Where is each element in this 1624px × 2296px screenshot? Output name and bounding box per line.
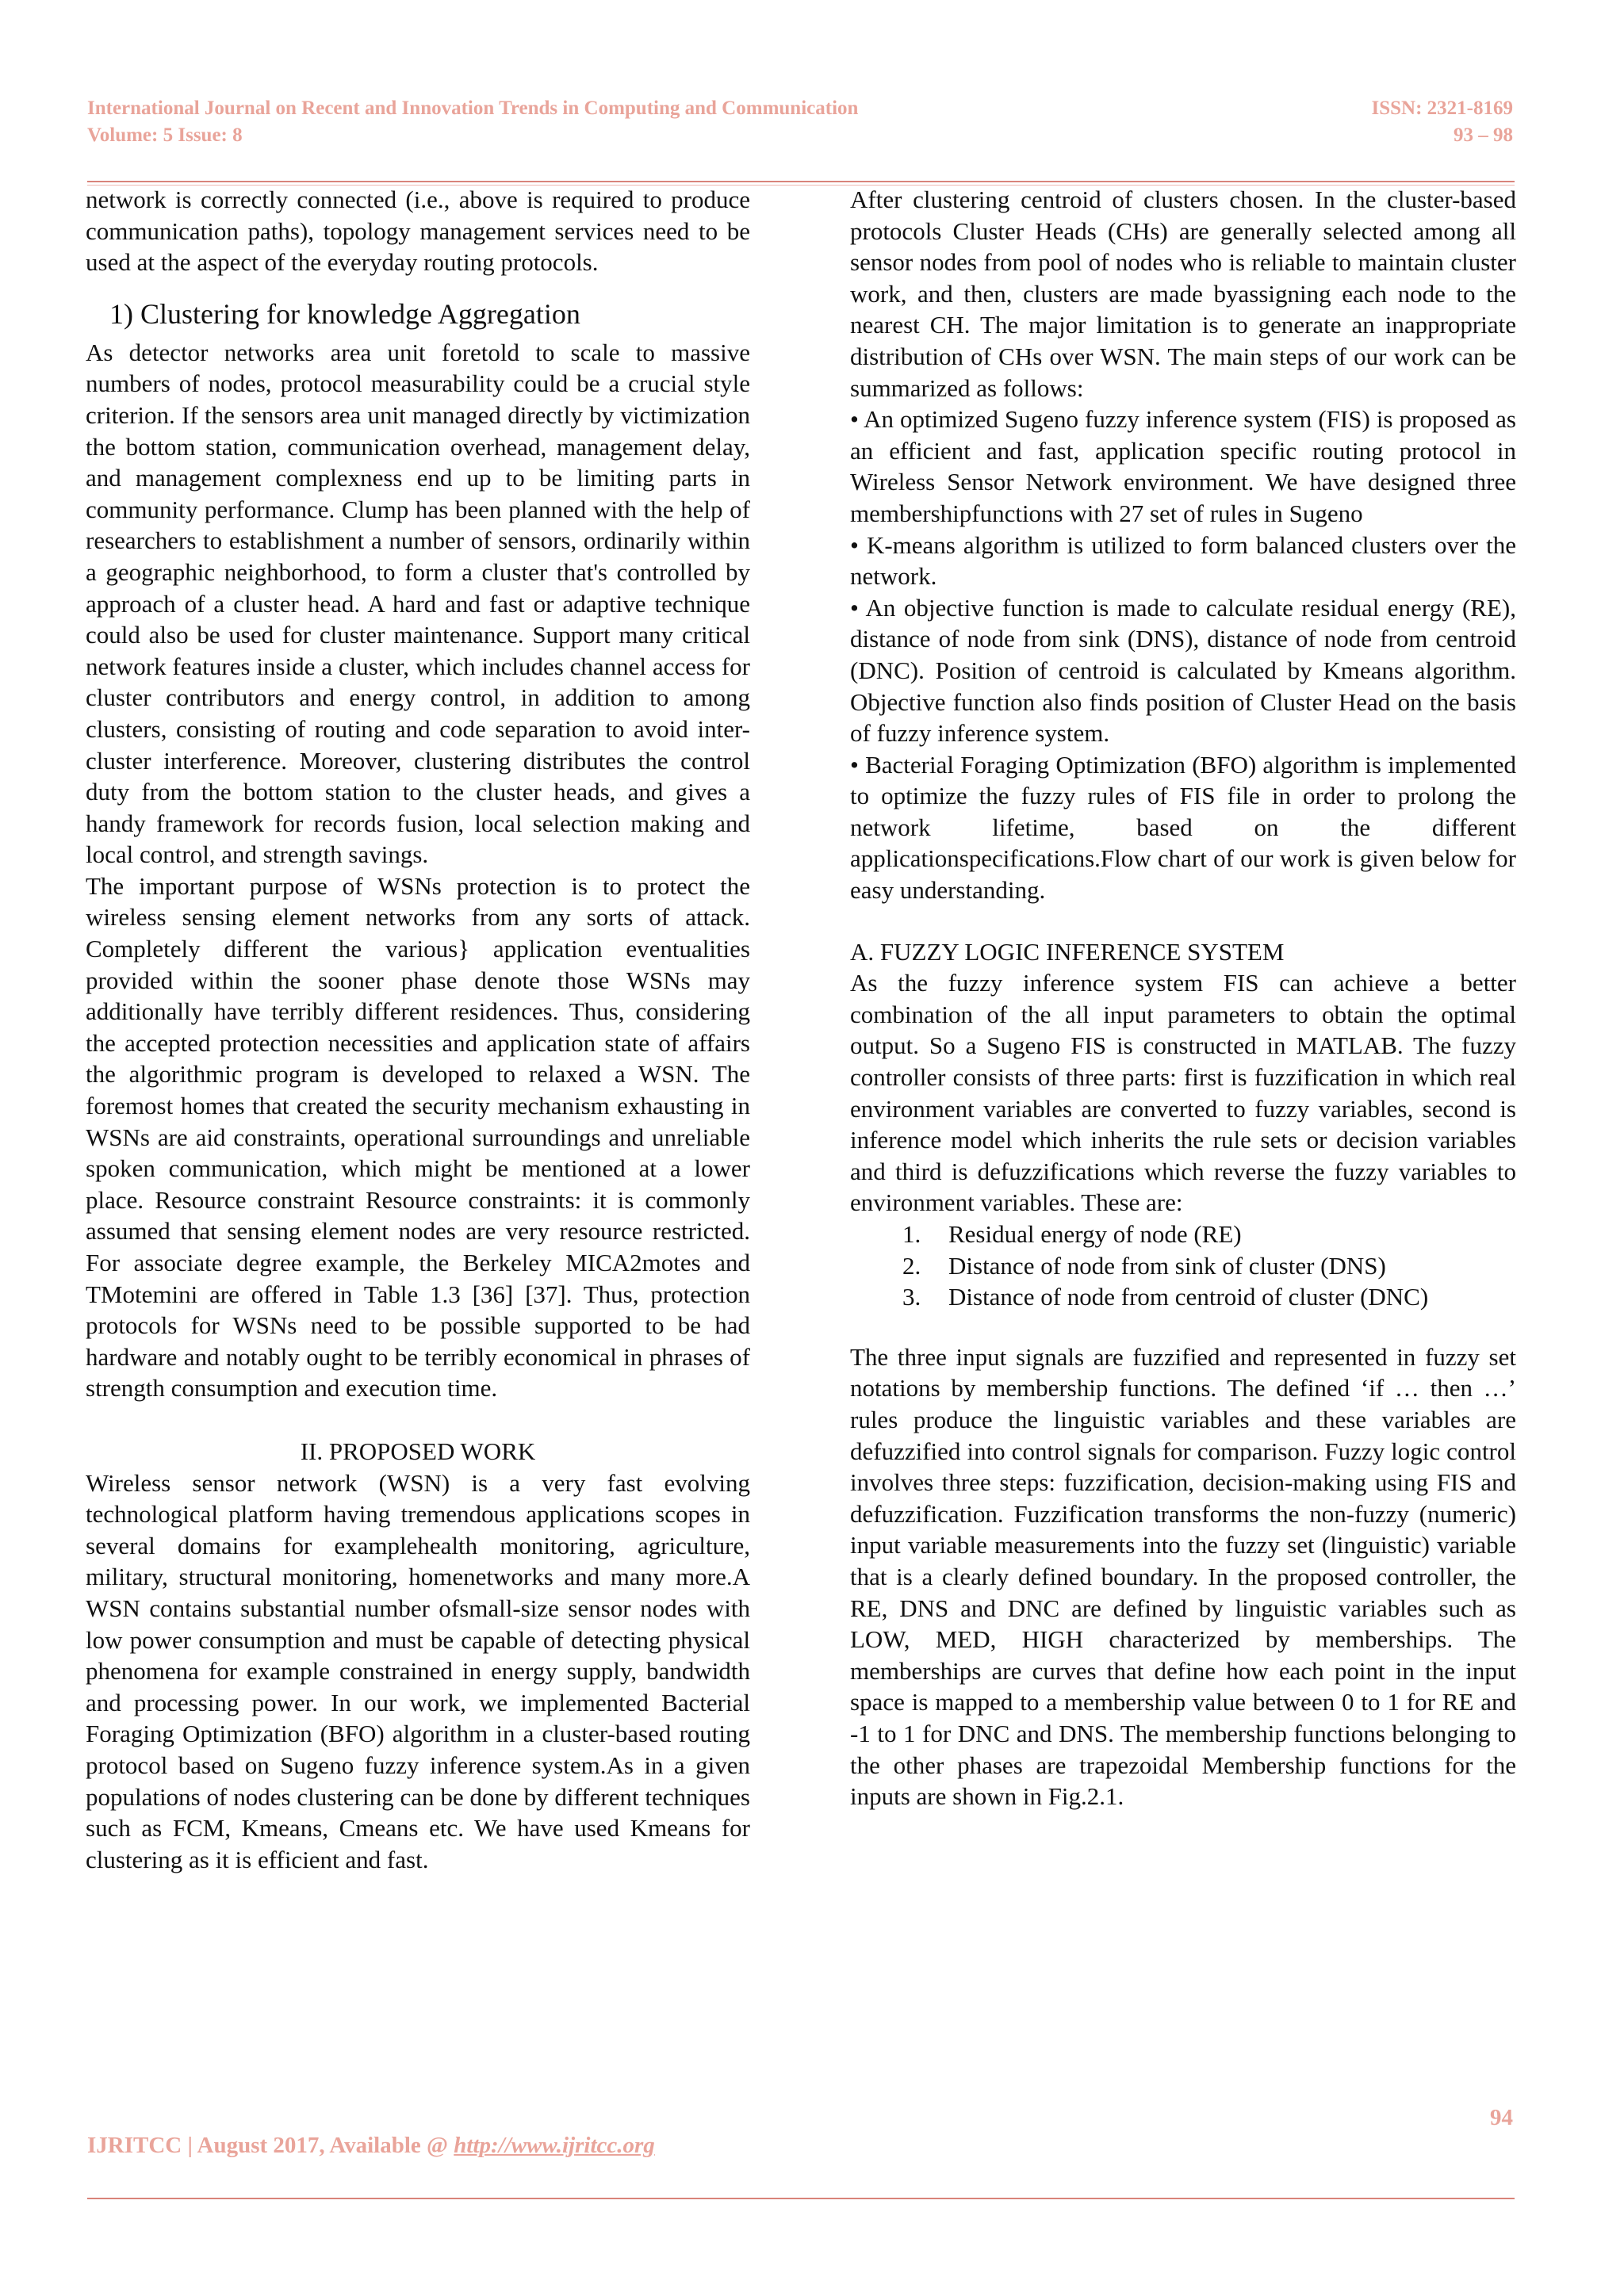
issn: ISSN: 2321-8169 [1371,98,1513,119]
spacer [850,1313,1516,1341]
footer [87,2133,655,2159]
clustering-paragraph: As detector networks area unit foretold to scale to massive numbers of nodes, protocol measurability could be a crucial style criterion. If the sensors area unit managed directly by victimization the bottom station, communication overhead, management delay, and management complexness end up to be limiting parts in community performance. Clump has been planned with the help of researchers to establishment a number of sensors, ordinarily within a geographic neighborhood, to form a cluster that's controlled by approach of a cluster head. A hard and fast or adaptive technique could also be used for cluster maintenance. Support many critical network features inside a cluster, which includes channel access for cluster contributors and energy control, in addition to among clusters, consisting of routing and code separation to avoid inter-cluster interference. Moreover, clustering distributes the control duty from the bottom station to the cluster heads, and gives a handy framework for records fusion, local selection making and local control, and strength savings. [86,338,750,869]
bullet-objective-function: • An objective function is made to calculate residual energy (RE), distance of node from sink (DNS), distance of node from centroid (DNC). Position of centroid is calculated by Kmeans algorithm. Objective function also finds position of Cluster Head on the basis of fuzzy inference system. [850,593,1516,748]
running-header-left [87,95,1118,149]
running-header-right [1196,95,1513,149]
right-column [850,184,1516,1812]
journal-title: International Journal on Recent and Innovation Trends in Computing and Communication [87,98,859,119]
spacer [850,906,1516,936]
membership-paragraph: The three input signals are fuzzified and represented in fuzzy set notations by membership functions. The defined ‘if … then …’ rules produce the linguistic variables and these variables are defuzzified into control signals for comparison. Fuzzy logic control involves three steps: fuzzification, decision-making using FIS and defuzzification. Fuzzification transforms the non-fuzzy (numeric) input variable measurements into the fuzzy set (linguistic) variable that is a clearly defined boundary. In the proposed controller, the RE, DNS and DNC are defined by linguistic variables such as LOW, MED, HIGH characterized by memberships. The memberships are curves that define how each point in the input space is mapped to a membership value between 0 to 1 for RE and -1 to 1 for DNC and DNS. The membership functions belonging to the other phases are trapezoidal Membership functions for the inputs are shown in Fig.2.1. [850,1342,1516,1811]
bullet-kmeans: • K-means algorithm is utilized to form balanced clusters over the network. [850,530,1516,591]
bullet-bfo: • Bacterial Foraging Optimization (BFO) algorithm is implemented to optimize the fuzzy rules of FIS file in order to prolong the network lifetime, based on the different applicationspecifications.Flow chart of our work is given below for easy understanding. [850,750,1516,905]
subsection-heading: 1) Clustering for knowledge Aggregation [109,297,580,330]
journal-link[interactable]: http://www.ijritcc.org [454,2133,655,2158]
page-range: 93 – 98 [1454,124,1513,146]
list-item: 2. Distance of node from sink of cluster (DNS) [902,1251,1386,1280]
footer-text: IJRITCC | August 2017, Available @ [87,2133,454,2158]
clustering-intro-paragraph: After clustering centroid of clusters chosen. In the cluster-based protocols Cluster Heads (CHs) are generally selected among all sensor nodes from pool of nodes who is reliable to maintain cluster work, and then, clusters are made byassigning each node to the nearest CH. The major limitation is to generate an inappropriate distribution of CHs over WSN. The main steps of our work can be summarized as follows: [850,186,1516,402]
intro-paragraph: network is correctly connected (i.e., above is required to produce communication paths), topology management services need to be used at the aspect of the everyday routing protocols. [86,186,750,277]
proposed-work-paragraph: Wireless sensor network (WSN) is a very fast evolving technological platform having tremendous applications scopes in several domains for examplehealth monitoring, agriculture, military, structural monitoring, homenetworks and many more.A WSN contains substantial number ofsmall-size sensor nodes with low power consumption and must be capable of detecting physical phenomena for example constrained in energy supply, bandwidth and processing power. In our work, we implemented Bacterial Foraging Optimization (BFO) algorithm in a cluster-based routing protocol based on Sugeno fuzzy inference system.As in a given populations of nodes clustering can be done by different techniques such as FCM, Kmeans, Cmeans etc. We have used Kmeans for clustering as it is efficient and fast. [86,1468,750,1873]
list-item: 3. Distance of node from centroid of cluster (DNC) [902,1283,1429,1311]
left-column [86,184,750,1875]
volume-issue: Volume: 5 Issue: 8 [87,124,243,146]
input-list [850,1219,1516,1313]
fuzzy-paragraph: As the fuzzy inference system FIS can achieve a better combination of the all input parameters to obtain the optimal output. So a Sugeno FIS is constructed in MATLAB. The fuzzy controller consists of three parts: first is fuzzification in which real environment variables are converted to fuzzy variables, second is inference model which inherits the rule sets or decision variables and third is defuzzifications which reverse the fuzzy variables to environment variables. These are: [850,969,1516,1217]
section-heading-fuzzy: A. FUZZY LOGIC INFERENCE SYSTEM [850,937,1285,966]
header-divider [87,181,1515,182]
footer-divider [87,2198,1515,2199]
section-heading-proposed-work: II. PROPOSED WORK [300,1437,536,1465]
list-item: 1. Residual energy of node (RE) [902,1220,1242,1248]
bullet-fis: • An optimized Sugeno fuzzy inference system (FIS) is proposed as an efficient and fast, application specific routing protocol in Wireless Sensor Network environment. We have designed three membershipfunctions with 27 set of rules in Sugeno [850,405,1516,527]
security-paragraph: The important purpose of WSNs protection is to protect the wireless sensing element networks from any sorts of attack. Completely different the various} application eventualities provided within the sooner phase denote those WSNs may additionally have terribly different residences. Thus, considering the accepted protection necessities and application state of affairs the algorithmic program is developed to relaxed a WSN. The foremost homes that created the security mechanism exhausting in WSNs are aid constraints, operational surroundings and unreliable spoken communication, which might be mentioned at a lower place. Resource constraint Resource constraints: it is commonly assumed that sensing element nodes are very resource restricted. For associate degree example, the Berkeley MICA2motes and TMotemini are offered in Table 1.3 [36] [37]. Thus, protection protocols for WSNs need to be possible supported to be had hardware and notably ought to be terribly economical in phrases of strength consumption and execution time. [86,871,750,1402]
page-number: 94 [1490,2105,1513,2130]
